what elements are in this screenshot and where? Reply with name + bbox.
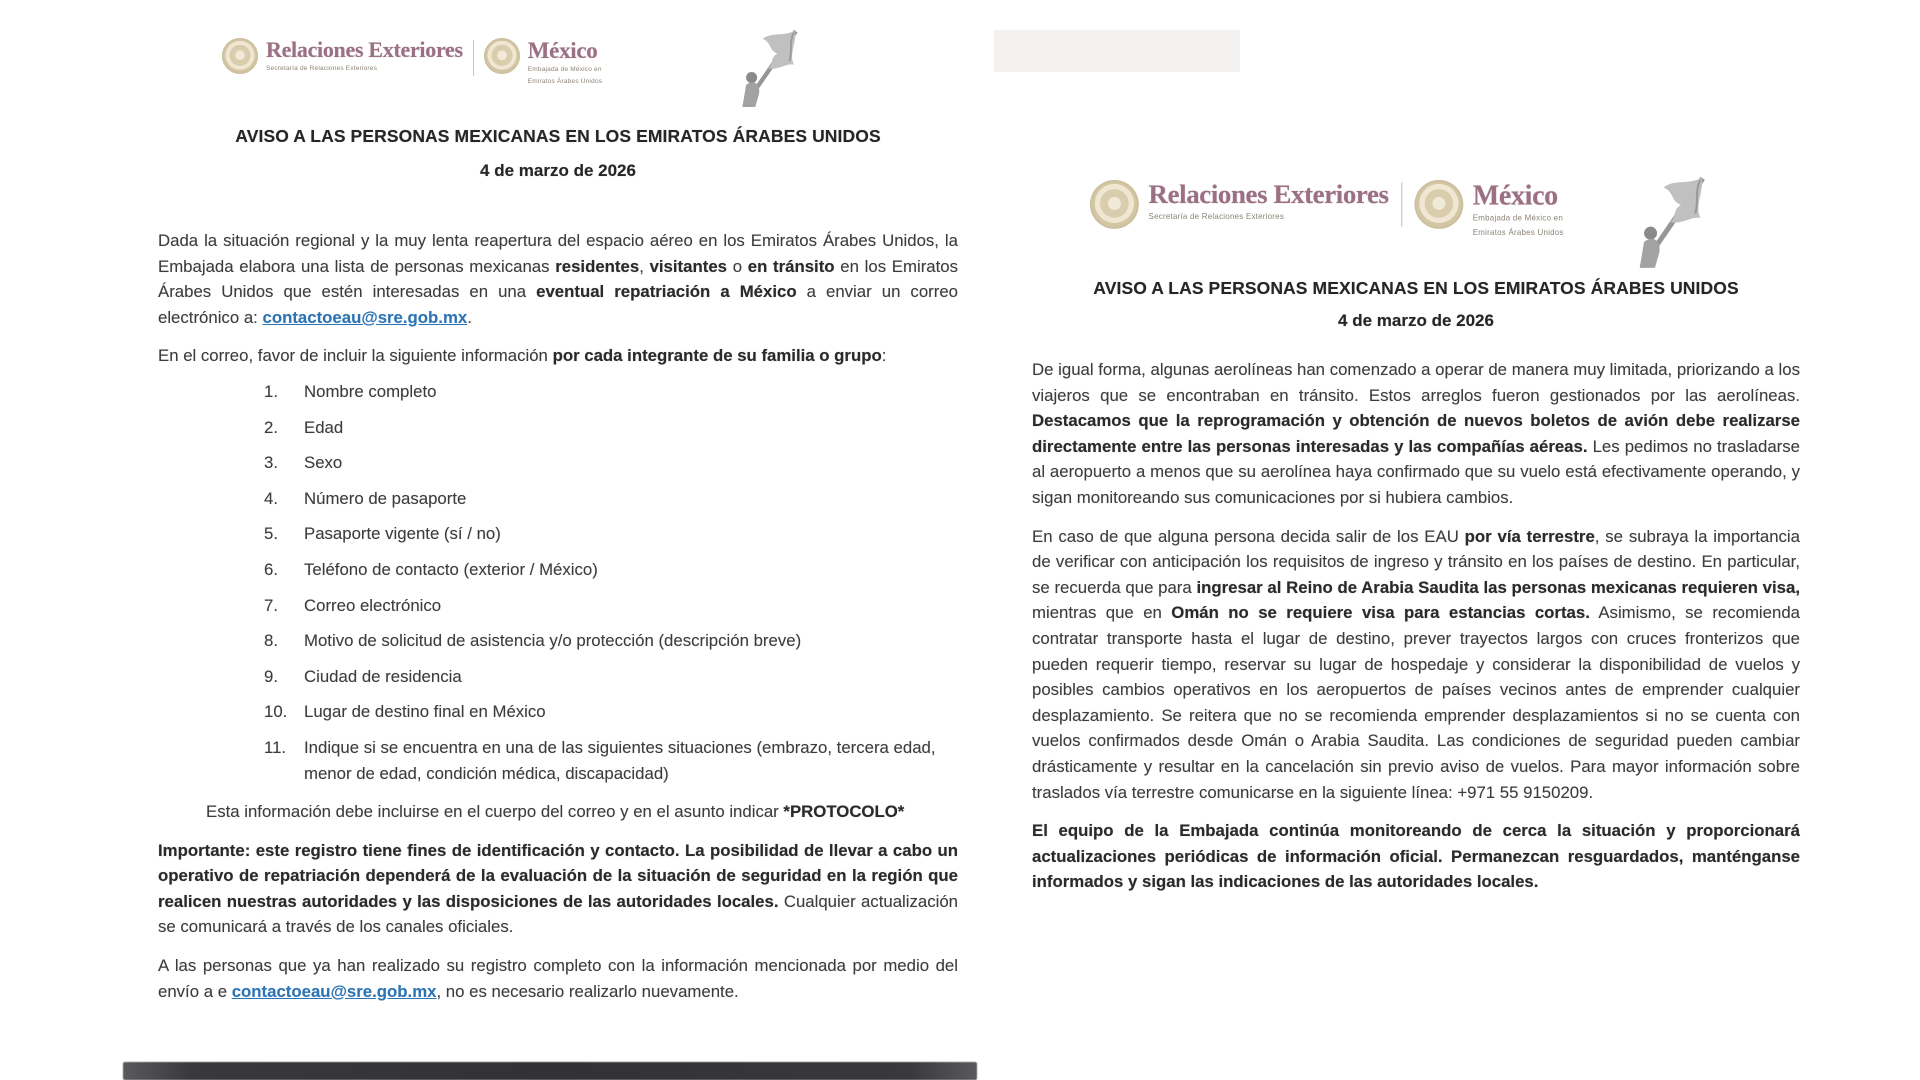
list-item-text: Motivo de solicitud de asistencia y/o protección (descripción breve) bbox=[304, 631, 802, 651]
list-item-text: Número de pasaporte bbox=[304, 488, 467, 508]
logo-separator bbox=[473, 40, 474, 76]
list-item bbox=[158, 379, 958, 405]
mexico-seal-icon bbox=[484, 38, 520, 74]
logo-separator bbox=[1401, 182, 1402, 226]
logo-group bbox=[222, 38, 602, 87]
list-number: 7. bbox=[264, 595, 278, 615]
notice-title: AVISO A LAS PERSONAS MEXICANAS EN LOS EMIRATOS ÁRABES UNIDOS bbox=[1093, 278, 1739, 298]
list-item bbox=[158, 735, 958, 786]
embassy-subtitle-line2: Emiratos Árabes Unidos bbox=[527, 78, 603, 86]
photo-artifact-smudge bbox=[994, 30, 1240, 72]
list-number: 6. bbox=[264, 559, 278, 579]
list-item-text: Nombre completo bbox=[304, 381, 437, 401]
list-item-text: Ciudad de residencia bbox=[304, 666, 462, 686]
list-number: 1. bbox=[264, 381, 278, 401]
list-item bbox=[158, 450, 958, 476]
paragraph-embassy-monitoring: El equipo de la Embajada continúa monitoreando de cerca la situación y proporcionará actualizaciones periódicas de información oficial. Permanezcan resguardados, manténganse informados y sigan las indicaciones de las autoridades locales. bbox=[1032, 821, 1800, 892]
mexico-seal-icon bbox=[1414, 180, 1463, 229]
document-page-right bbox=[1032, 150, 1800, 895]
paragraph-protocolo: Esta información debe incluirse en el cuerpo del correo y en el asunto indicar *PROTOCOLO* bbox=[206, 802, 905, 822]
email-link[interactable]: contactoeau@sre.gob.mx bbox=[262, 307, 468, 327]
embassy-subtitle-line2: Emiratos Árabes Unidos bbox=[1472, 228, 1564, 238]
required-info-list bbox=[158, 379, 958, 786]
sre-wordmark-subtitle: Secretaría de Relaciones Exteriores bbox=[266, 65, 378, 73]
list-item bbox=[158, 593, 958, 619]
email-link[interactable]: contactoeau@sre.gob.mx bbox=[231, 981, 437, 1001]
list-item bbox=[158, 699, 958, 725]
list-number: 2. bbox=[264, 417, 278, 437]
list-item bbox=[158, 557, 958, 583]
embassy-subtitle-line1: Embajada de México en bbox=[1472, 214, 1563, 224]
list-item bbox=[158, 521, 958, 547]
list-item bbox=[158, 486, 958, 512]
sre-seal-icon bbox=[1090, 180, 1139, 229]
list-number: 11. bbox=[264, 737, 287, 757]
list-item-text: Lugar de destino final en México bbox=[304, 702, 546, 722]
list-number: 5. bbox=[264, 524, 278, 544]
notice-title: AVISO A LAS PERSONAS MEXICANAS EN LOS EMIRATOS ÁRABES UNIDOS bbox=[235, 126, 881, 146]
list-number: 8. bbox=[264, 631, 278, 651]
list-item-text: Teléfono de contacto (exterior / México) bbox=[304, 559, 598, 579]
logo-group bbox=[1090, 180, 1564, 240]
sre-logo bbox=[222, 38, 463, 74]
photo-artifact-bottom-bar bbox=[123, 1062, 977, 1080]
notice-date: 4 de marzo de 2026 bbox=[1338, 311, 1494, 330]
list-item-text: Edad bbox=[304, 417, 344, 437]
document-header bbox=[1032, 150, 1800, 272]
list-number: 9. bbox=[264, 666, 278, 686]
list-number: 10. bbox=[264, 702, 288, 722]
mexico-wordmark: México bbox=[527, 38, 598, 63]
paragraph-already-registered: A las personas que ya han realizado su registro completo con la información mencionada por medio del envío a e contactoeau@sre.gob.mx, no es necesario realizarlo nuevamente. bbox=[158, 956, 958, 1001]
mexico-logo bbox=[484, 38, 603, 87]
sre-logo bbox=[1090, 180, 1389, 229]
list-item-text: Indique si se encuentra en una de las siguientes situaciones (embrazo, tercera edad, menor de edad, condición médica, discapacidad) bbox=[304, 737, 936, 783]
list-item-text: Pasaporte vigente (sí / no) bbox=[304, 524, 501, 544]
list-item-text: Correo electrónico bbox=[304, 595, 442, 615]
paragraph-airlines: De igual forma, algunas aerolíneas han comenzado a operar de manera muy limitada, priorizando a los viajeros que se encontraban en tránsito. Estos arreglos fueron gestionados por las aerolíneas. Destacamos que la reprogramación y obtención de nuevos boletos de avión debe realizarse directamente entre las personas interesadas y las compañías aéreas. Les pedimos no trasladarse al aeropuerto a menos que su aerolínea haya confirmado que su vuelo está efectivamente operando, y sigan monitoreando sus comunicaciones por si hubiera cambios. bbox=[1032, 360, 1800, 507]
sre-wordmark: Relaciones Exteriores bbox=[1148, 178, 1389, 210]
sre-seal-icon bbox=[222, 38, 258, 74]
list-number: 3. bbox=[264, 453, 278, 473]
flag-monument-artwork bbox=[1618, 170, 1710, 260]
list-item bbox=[158, 415, 958, 441]
embassy-subtitle-line1: Embajada de México en bbox=[527, 66, 602, 74]
sre-wordmark: Relaciones Exteriores bbox=[266, 37, 463, 62]
paragraph-land-exit: En caso de que alguna persona decida salir de los EAU por vía terrestre, se subraya la importancia de verificar con anticipación los requisitos de ingreso y tránsito en los países de destino. En particular, se recuerda que para ingresar al Reino de Arabia Saudita las personas mexicanas requieren visa, mientras que en Omán no se requiere visa para estancias cortas. Asimismo, se recomienda contratar transporte hasta el lugar de destino, prever trayectos largos con cruces fronterizos que pueden requerir tiempo, reservar su lugar de hospedaje y considerar la disponibilidad de vuelos y posibles cambios operativos en los aeropuertos de países vecinos antes de emprender cualquier desplazamiento. Se reitera que no se recomienda emprender desplazamientos si no se cuenta con vuelos confirmados desde Omán o Arabia Saudita. Las condiciones de seguridad pueden cambiar drásticamente y resultar en la cancelación sin previo aviso de vuelos. Para mayor información sobre traslados vía terrestre comunicarse en la siguiente línea: +971 55 9150209. bbox=[1032, 526, 1800, 802]
list-item-text: Sexo bbox=[304, 453, 343, 473]
notice-date: 4 de marzo de 2026 bbox=[480, 161, 636, 180]
paragraph-importante: Importante: este registro tiene fines de identificación y contacto. La posibilidad de llevar a cabo un operativo de repatriación dependerá de la evaluación de la situación de seguridad en la región que realicen nuestras autoridades y las disposiciones de las autoridades locales. Cualquier actualización se comunicará a través de los canales oficiales. bbox=[158, 840, 958, 937]
document-page-left bbox=[158, 28, 958, 1004]
mexico-logo bbox=[1414, 180, 1563, 240]
flag-monument-artwork bbox=[724, 24, 816, 114]
list-item bbox=[158, 628, 958, 654]
list-item bbox=[158, 664, 958, 690]
list-number: 4. bbox=[264, 488, 278, 508]
document-header bbox=[158, 28, 958, 122]
sre-wordmark-subtitle: Secretaría de Relaciones Exteriores bbox=[1148, 213, 1285, 222]
paragraph-registration: Dada la situación regional y la muy lenta reapertura del espacio aéreo en los Emiratos Árabes Unidos, la Embajada elabora una lista de personas mexicanas residentes, visitantes o en tránsito en los Emiratos Árabes Unidos que estén interesadas en una eventual repatriación a México a enviar un correo electrónico a: contactoeau@sre.gob.mx. bbox=[158, 231, 958, 327]
mexico-wordmark: México bbox=[1472, 180, 1558, 211]
paragraph-instructions: En el correo, favor de incluir la siguiente información por cada integrante de su familia o grupo: bbox=[158, 346, 887, 366]
